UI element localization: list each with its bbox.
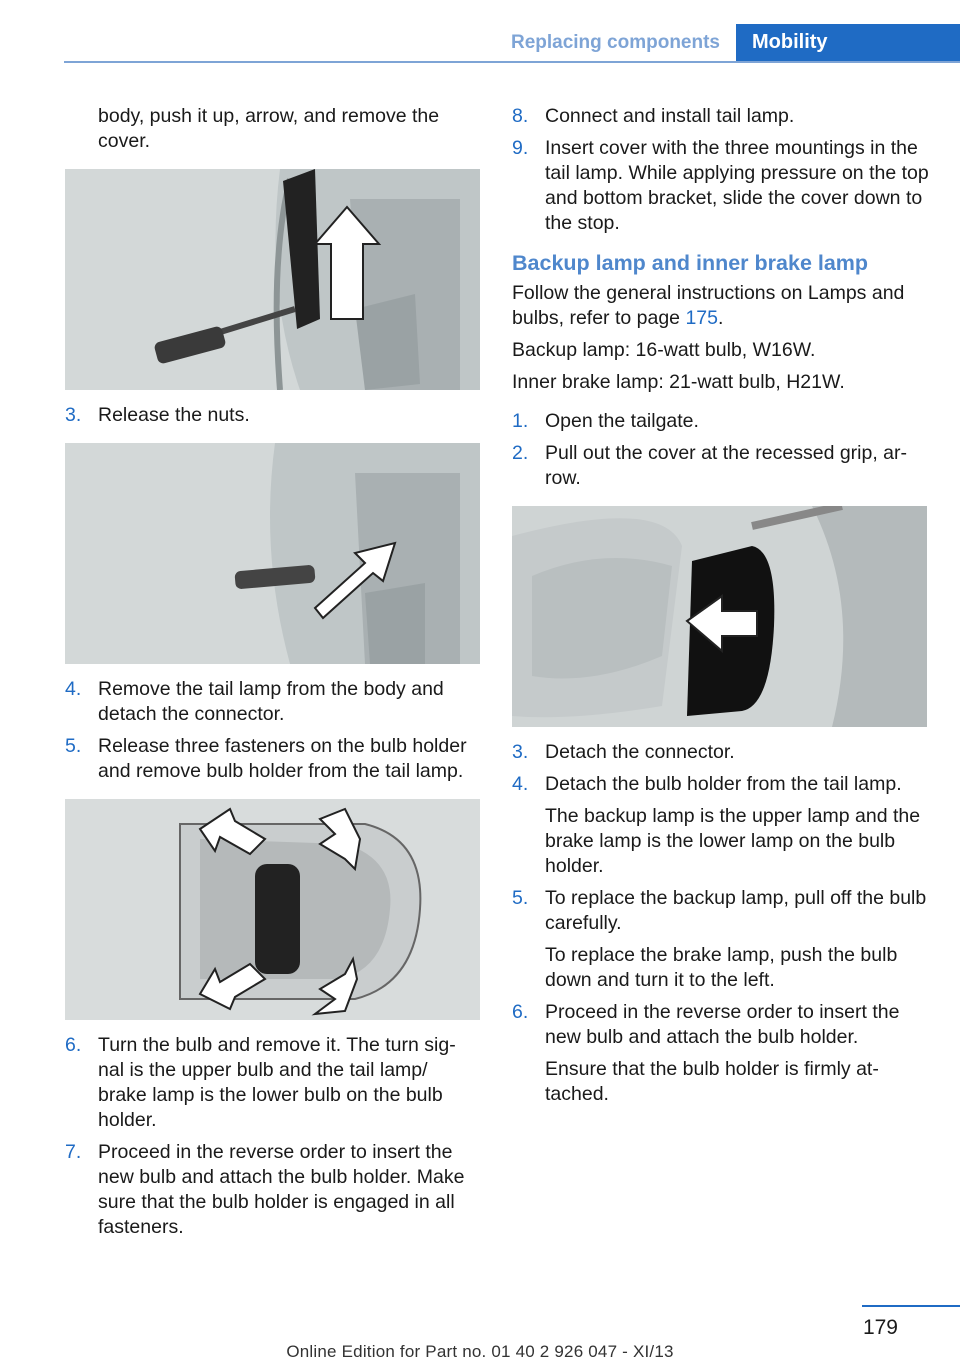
step-note: Ensure that the bulb holder is firmly at‐tached. <box>545 1058 879 1105</box>
right-step <box>512 409 932 434</box>
right-step <box>512 886 932 936</box>
footer-rule <box>862 1305 960 1307</box>
step-text: Connect and install tail lamp. <box>545 105 795 127</box>
section-heading: Backup lamp and inner brake lamp <box>512 251 869 275</box>
step-text: To replace the backup lamp, pull off the bulb carefully. <box>545 887 927 934</box>
edition-footer: Online Edition for Part no. 01 40 2 926 047 - XI/13 <box>286 1342 674 1361</box>
chapter-tab: Mobility <box>736 24 960 61</box>
step-number: 7. <box>65 1141 82 1163</box>
right-column <box>512 104 932 1107</box>
step-number: 2. <box>512 442 529 464</box>
step-number: 6. <box>512 1001 529 1023</box>
right-step <box>512 104 932 129</box>
page-reference-link[interactable]: 175 <box>685 307 718 329</box>
step-text: Turn the bulb and remove it. The turn sig‐nal is the upper bulb and the tail lamp/ brake lamp is the lower bulb on the bulb holder. <box>98 1034 456 1131</box>
step-text: Detach the bulb holder from the tail lamp. <box>545 773 902 795</box>
step-number: 9. <box>512 137 529 159</box>
header-rule <box>64 61 960 63</box>
left-step <box>65 403 480 428</box>
right-step <box>512 1000 932 1050</box>
right-step <box>512 136 932 236</box>
left-step <box>65 677 480 727</box>
left-step <box>65 734 480 784</box>
step-text: Insert cover with the three mountings in the tail lamp. While applying pressure on the top and bottom bracket, slide the cover down to the stop. <box>545 137 929 234</box>
step-text: Pull out the cover at the recessed grip, ar‐row. <box>545 442 908 489</box>
page-number: 179 <box>862 1316 898 1339</box>
figure-release-nuts <box>65 443 480 664</box>
step-text: Remove the tail lamp from the body and detach the connector. <box>98 678 444 725</box>
step-number: 3. <box>512 741 529 763</box>
step-number: 3. <box>65 404 82 426</box>
step-number: 5. <box>512 887 529 909</box>
step-text: Release the nuts. <box>98 404 250 426</box>
step-text: Detach the connector. <box>545 741 735 763</box>
step-number: 4. <box>65 678 82 700</box>
step-number: 5. <box>65 735 82 757</box>
step-text: Proceed in the reverse order to insert the new bulb and attach the bulb holder. Make sure that the bulb holder is engaged in all fasteners. <box>98 1141 465 1238</box>
step-text: Release three fasteners on the bulb holder and remove bulb holder from the tail lamp. <box>98 735 467 782</box>
step-number: 8. <box>512 105 529 127</box>
right-step <box>512 441 932 491</box>
step-text: Open the tailgate. <box>545 410 699 432</box>
step-number: 1. <box>512 410 529 432</box>
intro-text: body, push it up, arrow, and remove the cover. <box>98 105 440 152</box>
left-step <box>65 1140 480 1240</box>
intro-paragraph <box>512 281 932 331</box>
right-step <box>512 740 932 765</box>
brake-lamp-spec: Inner brake lamp: 21‑watt bulb, H21W. <box>512 371 845 393</box>
figure-recessed-grip <box>512 506 927 727</box>
right-step <box>512 772 932 797</box>
backup-lamp-spec: Backup lamp: 16‑watt bulb, W16W. <box>512 339 816 361</box>
step-number: 6. <box>65 1034 82 1056</box>
paragraph-text: Follow the general instructions on Lamps and bulbs, refer to page <box>512 282 905 329</box>
left-column <box>65 104 480 1240</box>
figure-cover-removal <box>65 169 480 390</box>
figure-bulb-holder <box>65 799 480 1020</box>
section-title: Replacing components <box>495 24 736 61</box>
step-text: Proceed in the reverse order to insert the new bulb and attach the bulb holder. <box>545 1001 900 1048</box>
step-note: The backup lamp is the upper lamp and the brake lamp is the lower lamp on the bulb holder. <box>545 805 921 877</box>
paragraph-text: . <box>718 307 724 329</box>
step-number: 4. <box>512 773 529 795</box>
step-note: To replace the brake lamp, push the bulb down and turn it to the left. <box>545 944 898 991</box>
left-step <box>65 1033 480 1133</box>
